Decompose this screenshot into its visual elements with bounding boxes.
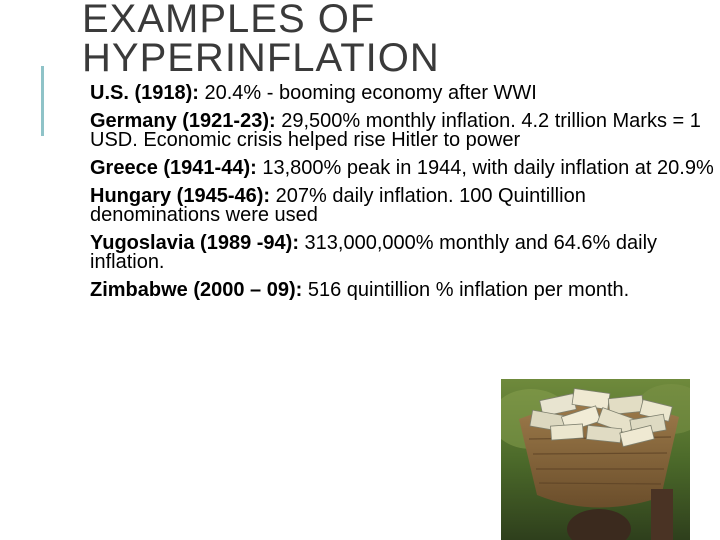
bullet-term: Greece (1941-44): [90,157,257,179]
bullet-term: Zimbabwe (2000 – 09): [90,279,303,301]
bullet-text: 207% daily inflation. 100 Quintillion denominations were used [90,185,586,226]
bullet-text: 29,500% monthly inflation. 4.2 trillion Marks = 1 USD. Economic crisis helped rise Hitler to power [90,110,701,151]
bullet-text: 516 quintillion % inflation per month. [302,279,630,301]
bullet-term: Yugoslavia (1989 -94): [90,232,299,254]
bullet-text: 20.4% - booming economy after WWI [198,82,537,104]
title-line-1: EXAMPLES OF [82,0,376,41]
accent-bar [41,66,44,136]
bullet-list [90,84,718,309]
bullet-greece [90,159,718,178]
bullet-us [90,84,718,103]
bullet-term: Hungary (1945-46): [90,185,271,207]
bullet-term: Germany (1921-23): [90,110,276,132]
bullet-zimbabwe [90,281,718,300]
bullet-germany [90,112,718,150]
title-line-2: HYPERINFLATION [82,36,440,80]
bullet-yugoslavia [90,234,718,272]
basket-of-banknotes-photo [501,379,690,540]
bullet-text: 313,000,000% monthly and 64.6% daily inflation. [90,232,658,273]
slide-title [82,0,702,78]
bullet-text: 13,800% peak in 1944, with daily inflation at 20.9% [256,157,714,179]
bullet-hungary [90,187,718,225]
bullet-term: U.S. (1918): [90,82,199,104]
